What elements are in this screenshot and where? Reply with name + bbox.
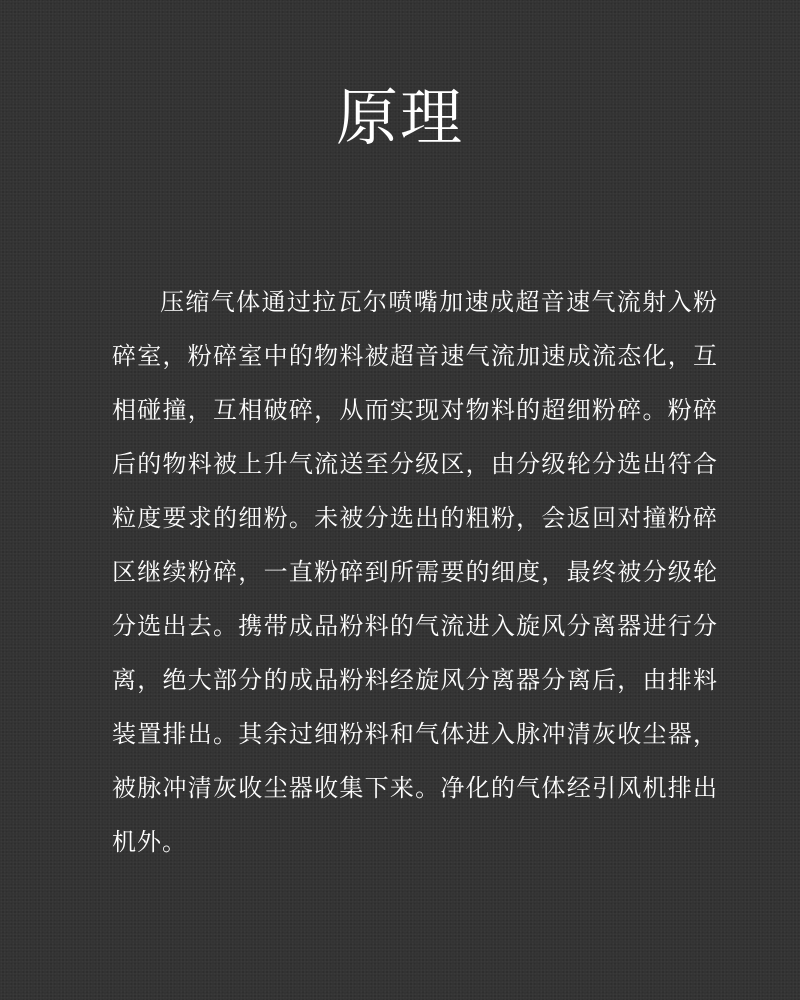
page-title: 原理 <box>335 81 464 154</box>
principle-paragraph: 压缩气体通过拉瓦尔喷嘴加速成超音速气流射入粉碎室，粉碎室中的物料被超音速气流加速成流态化，互相碰撞，互相破碎，从而实现对物料的超细粉碎。粉碎后的物料被上升气流送至分级区，由分级轮分选出符合粒度要求的细粉。未被分选出的粗粉，会返回对撞粉碎区继续粉碎，一直粉碎到所需要的细度，最终被分级轮分选出去。携带成品粉料的气流进入旋风分离器进行分离，绝大部分的成品粉料经旋风分离器分离后，由排料装置排出。其余过细粉料和气体进入脉冲清灰收尘器，被脉冲清灰收尘器收集下来。净化的气体经引风机排出机外。 <box>112 288 718 856</box>
